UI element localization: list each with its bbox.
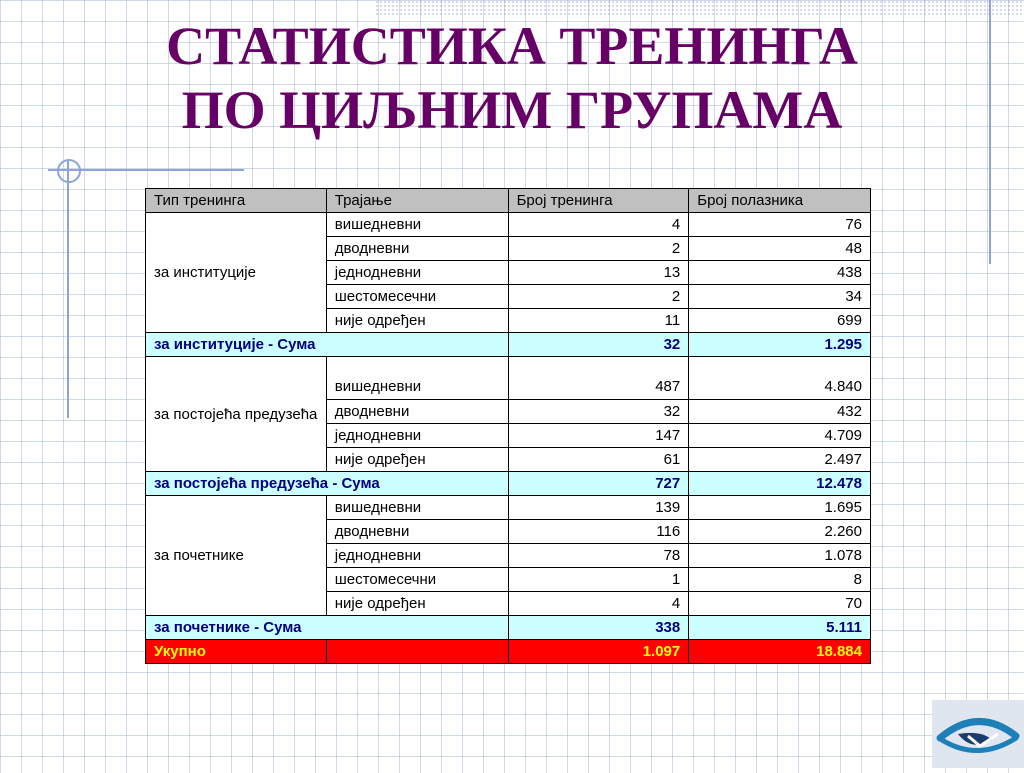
trainings-cell: 13 <box>508 261 689 285</box>
trainings-cell: 2 <box>508 285 689 309</box>
group-label: за почетнике <box>146 496 327 616</box>
trainings-cell: 4 <box>508 592 689 616</box>
duration-cell: дводневни <box>326 400 508 424</box>
total-row <box>146 640 871 664</box>
table-row <box>146 357 871 400</box>
duration-cell: није одређен <box>326 309 508 333</box>
sum-participants: 5.111 <box>689 616 871 640</box>
table-row <box>146 496 871 520</box>
trainings-cell: 487 <box>508 357 689 400</box>
trainings-cell: 4 <box>508 213 689 237</box>
table-header-row <box>146 189 871 213</box>
sum-trainings: 32 <box>508 333 689 357</box>
duration-cell: једнодневни <box>326 424 508 448</box>
participants-cell: 34 <box>689 285 871 309</box>
duration-cell: шестомесечни <box>326 568 508 592</box>
participants-cell: 76 <box>689 213 871 237</box>
duration-cell: дводневни <box>326 520 508 544</box>
duration-cell: дводневни <box>326 237 508 261</box>
duration-cell: вишедневни <box>326 213 508 237</box>
sum-trainings: 338 <box>508 616 689 640</box>
sum-trainings: 727 <box>508 472 689 496</box>
decorative-line <box>67 160 69 418</box>
trainings-cell: 1 <box>508 568 689 592</box>
sum-label: за институције - Сума <box>146 333 509 357</box>
trainings-cell: 32 <box>508 400 689 424</box>
trainings-cell: 78 <box>508 544 689 568</box>
sum-label: за постојећа предузећа - Сума <box>146 472 509 496</box>
sum-row <box>146 616 871 640</box>
duration-cell: вишедневни <box>326 496 508 520</box>
eye-logo-icon <box>932 700 1024 768</box>
duration-cell: једнодневни <box>326 261 508 285</box>
page-title <box>0 14 1024 142</box>
header-training-type: Тип тренинга <box>146 189 327 213</box>
participants-cell: 699 <box>689 309 871 333</box>
trainings-cell: 139 <box>508 496 689 520</box>
header-duration: Трајање <box>326 189 508 213</box>
header-participant-count: Број полазника <box>689 189 871 213</box>
sum-participants: 12.478 <box>689 472 871 496</box>
participants-cell: 1.078 <box>689 544 871 568</box>
title-line-2: ПО ЦИЉНИМ ГРУПАМА <box>181 80 843 140</box>
trainings-cell: 147 <box>508 424 689 448</box>
sum-row <box>146 472 871 496</box>
group-label: за постојећа предузећа <box>146 357 327 472</box>
sum-participants: 1.295 <box>689 333 871 357</box>
participants-cell: 432 <box>689 400 871 424</box>
participants-cell: 2.260 <box>689 520 871 544</box>
trainings-cell: 116 <box>508 520 689 544</box>
participants-cell: 70 <box>689 592 871 616</box>
participants-cell: 48 <box>689 237 871 261</box>
duration-cell: вишедневни <box>326 357 508 400</box>
logo <box>932 700 1024 768</box>
participants-cell: 4.709 <box>689 424 871 448</box>
header-training-count: Број тренинга <box>508 189 689 213</box>
statistics-table <box>145 188 871 664</box>
total-label: Укупно <box>146 640 327 664</box>
participants-cell: 4.840 <box>689 357 871 400</box>
trainings-cell: 11 <box>508 309 689 333</box>
table-row <box>146 213 871 237</box>
total-trainings: 1.097 <box>508 640 689 664</box>
trainings-cell: 61 <box>508 448 689 472</box>
participants-cell: 8 <box>689 568 871 592</box>
sum-row <box>146 333 871 357</box>
total-participants: 18.884 <box>689 640 871 664</box>
participants-cell: 1.695 <box>689 496 871 520</box>
duration-cell: једнодневни <box>326 544 508 568</box>
duration-cell: није одређен <box>326 448 508 472</box>
participants-cell: 2.497 <box>689 448 871 472</box>
duration-cell: шестомесечни <box>326 285 508 309</box>
participants-cell: 438 <box>689 261 871 285</box>
group-label: за институције <box>146 213 327 333</box>
decorative-circle <box>57 159 81 183</box>
total-empty-cell <box>326 640 508 664</box>
trainings-cell: 2 <box>508 237 689 261</box>
sum-label: за почетнике - Сума <box>146 616 509 640</box>
duration-cell: није одређен <box>326 592 508 616</box>
title-line-1: СТАТИСТИКА ТРЕНИНГА <box>166 16 858 76</box>
